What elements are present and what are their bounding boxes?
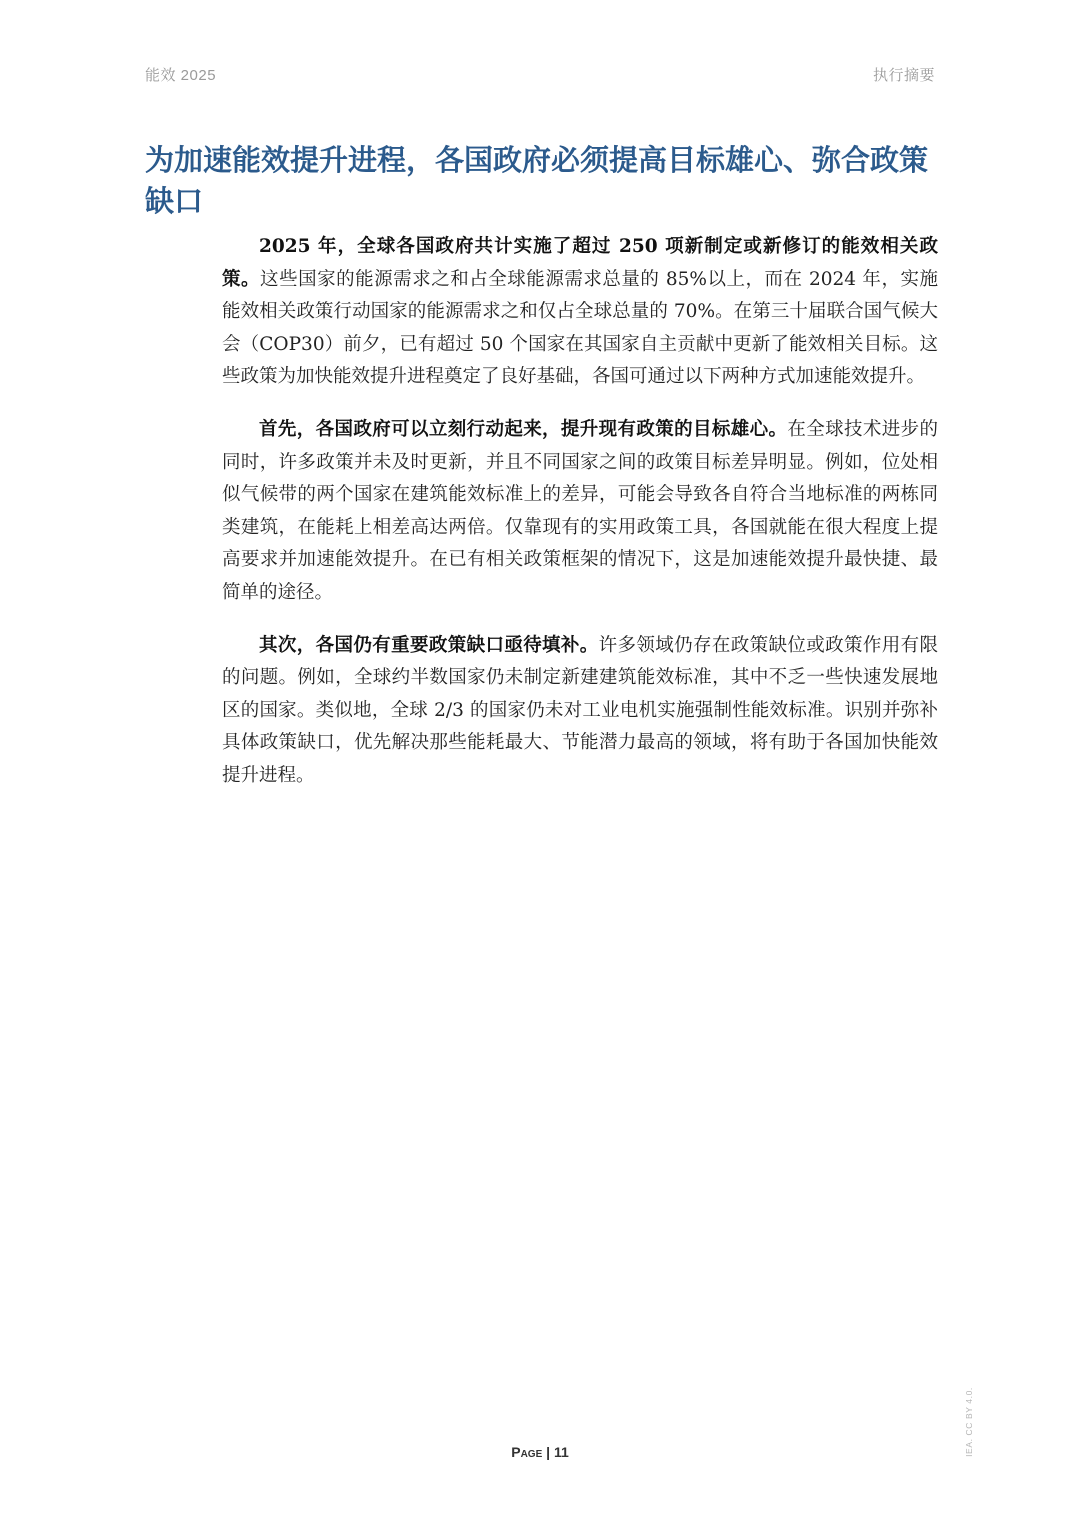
paragraph-3-lead: 其次，各国仍有重要政策缺口亟待填补。 — [259, 634, 599, 656]
page-number: 11 — [553, 1444, 569, 1460]
paragraph-2 — [222, 414, 938, 610]
paragraph-2-lead: 首先，各国政府可以立刻行动起来，提升现有政策的目标雄心。 — [259, 418, 788, 440]
page-label: Page — [511, 1444, 543, 1460]
paragraph-3 — [222, 630, 938, 793]
paragraph-3-text: 许多领域仍存在政策缺位或政策作用有限的问题。例如，全球约半数国家仍未制定新建建筑能效标准，其中不乏一些快速发展地区的国家。类似地，全球 2/3 的国家仍未对工业电机实施强制性能效标准。识别并弥补具体政策缺口，优先解决那些能耗最大、节能潜力最高的领域，将有助于各国加快能效提升进程。 — [222, 634, 938, 786]
running-header-left: 能效 2025 — [145, 67, 217, 84]
license-note — [963, 1388, 975, 1458]
paragraph-1-text: 这些国家的能源需求之和占全球能源需求总量的 85%以上，而在 2024 年，实施能效相关政策行动国家的能源需求之和仅占全球总量的 70%。在第三十届联合国气候大会（COP30）前夕，已有超过 50 个国家在其国家自主贡献中更新了能效相关目标。这些政策为加快能效提升进程奠定了良好基础，各国可通过以下两种方式加速能效提升。 — [222, 268, 938, 388]
license-text: IEA. CC BY 4.0. — [964, 1387, 974, 1457]
running-header-right: 执行摘要 — [872, 67, 935, 84]
section-title: 为加速能效提升进程，各国政府必须提高目标雄心、弥合政策缺口 — [145, 143, 929, 218]
body-text — [222, 231, 938, 813]
page-footer — [0, 1444, 1080, 1460]
paragraph-2-text: 在全球技术进步的同时，许多政策并未及时更新，并且不同国家之间的政策目标差异明显。例如，位处相似气候带的两个国家在建筑能效标准上的差异，可能会导致各自符合当地标准的两栋同类建筑，在能耗上相差高达两倍。仅靠现有的实用政策工具，各国就能在很大程度上提高要求并加速能效提升。在已有相关政策框架的情况下，这是加速能效提升最快捷、最简单的途径。 — [222, 418, 938, 603]
paragraph-1-lead: 2025 年，全球各国政府共计实施了超过 250 项新制定或新修订的能效相关政策。 — [222, 236, 938, 290]
paragraph-1 — [222, 231, 938, 394]
page-separator: | — [542, 1444, 554, 1460]
